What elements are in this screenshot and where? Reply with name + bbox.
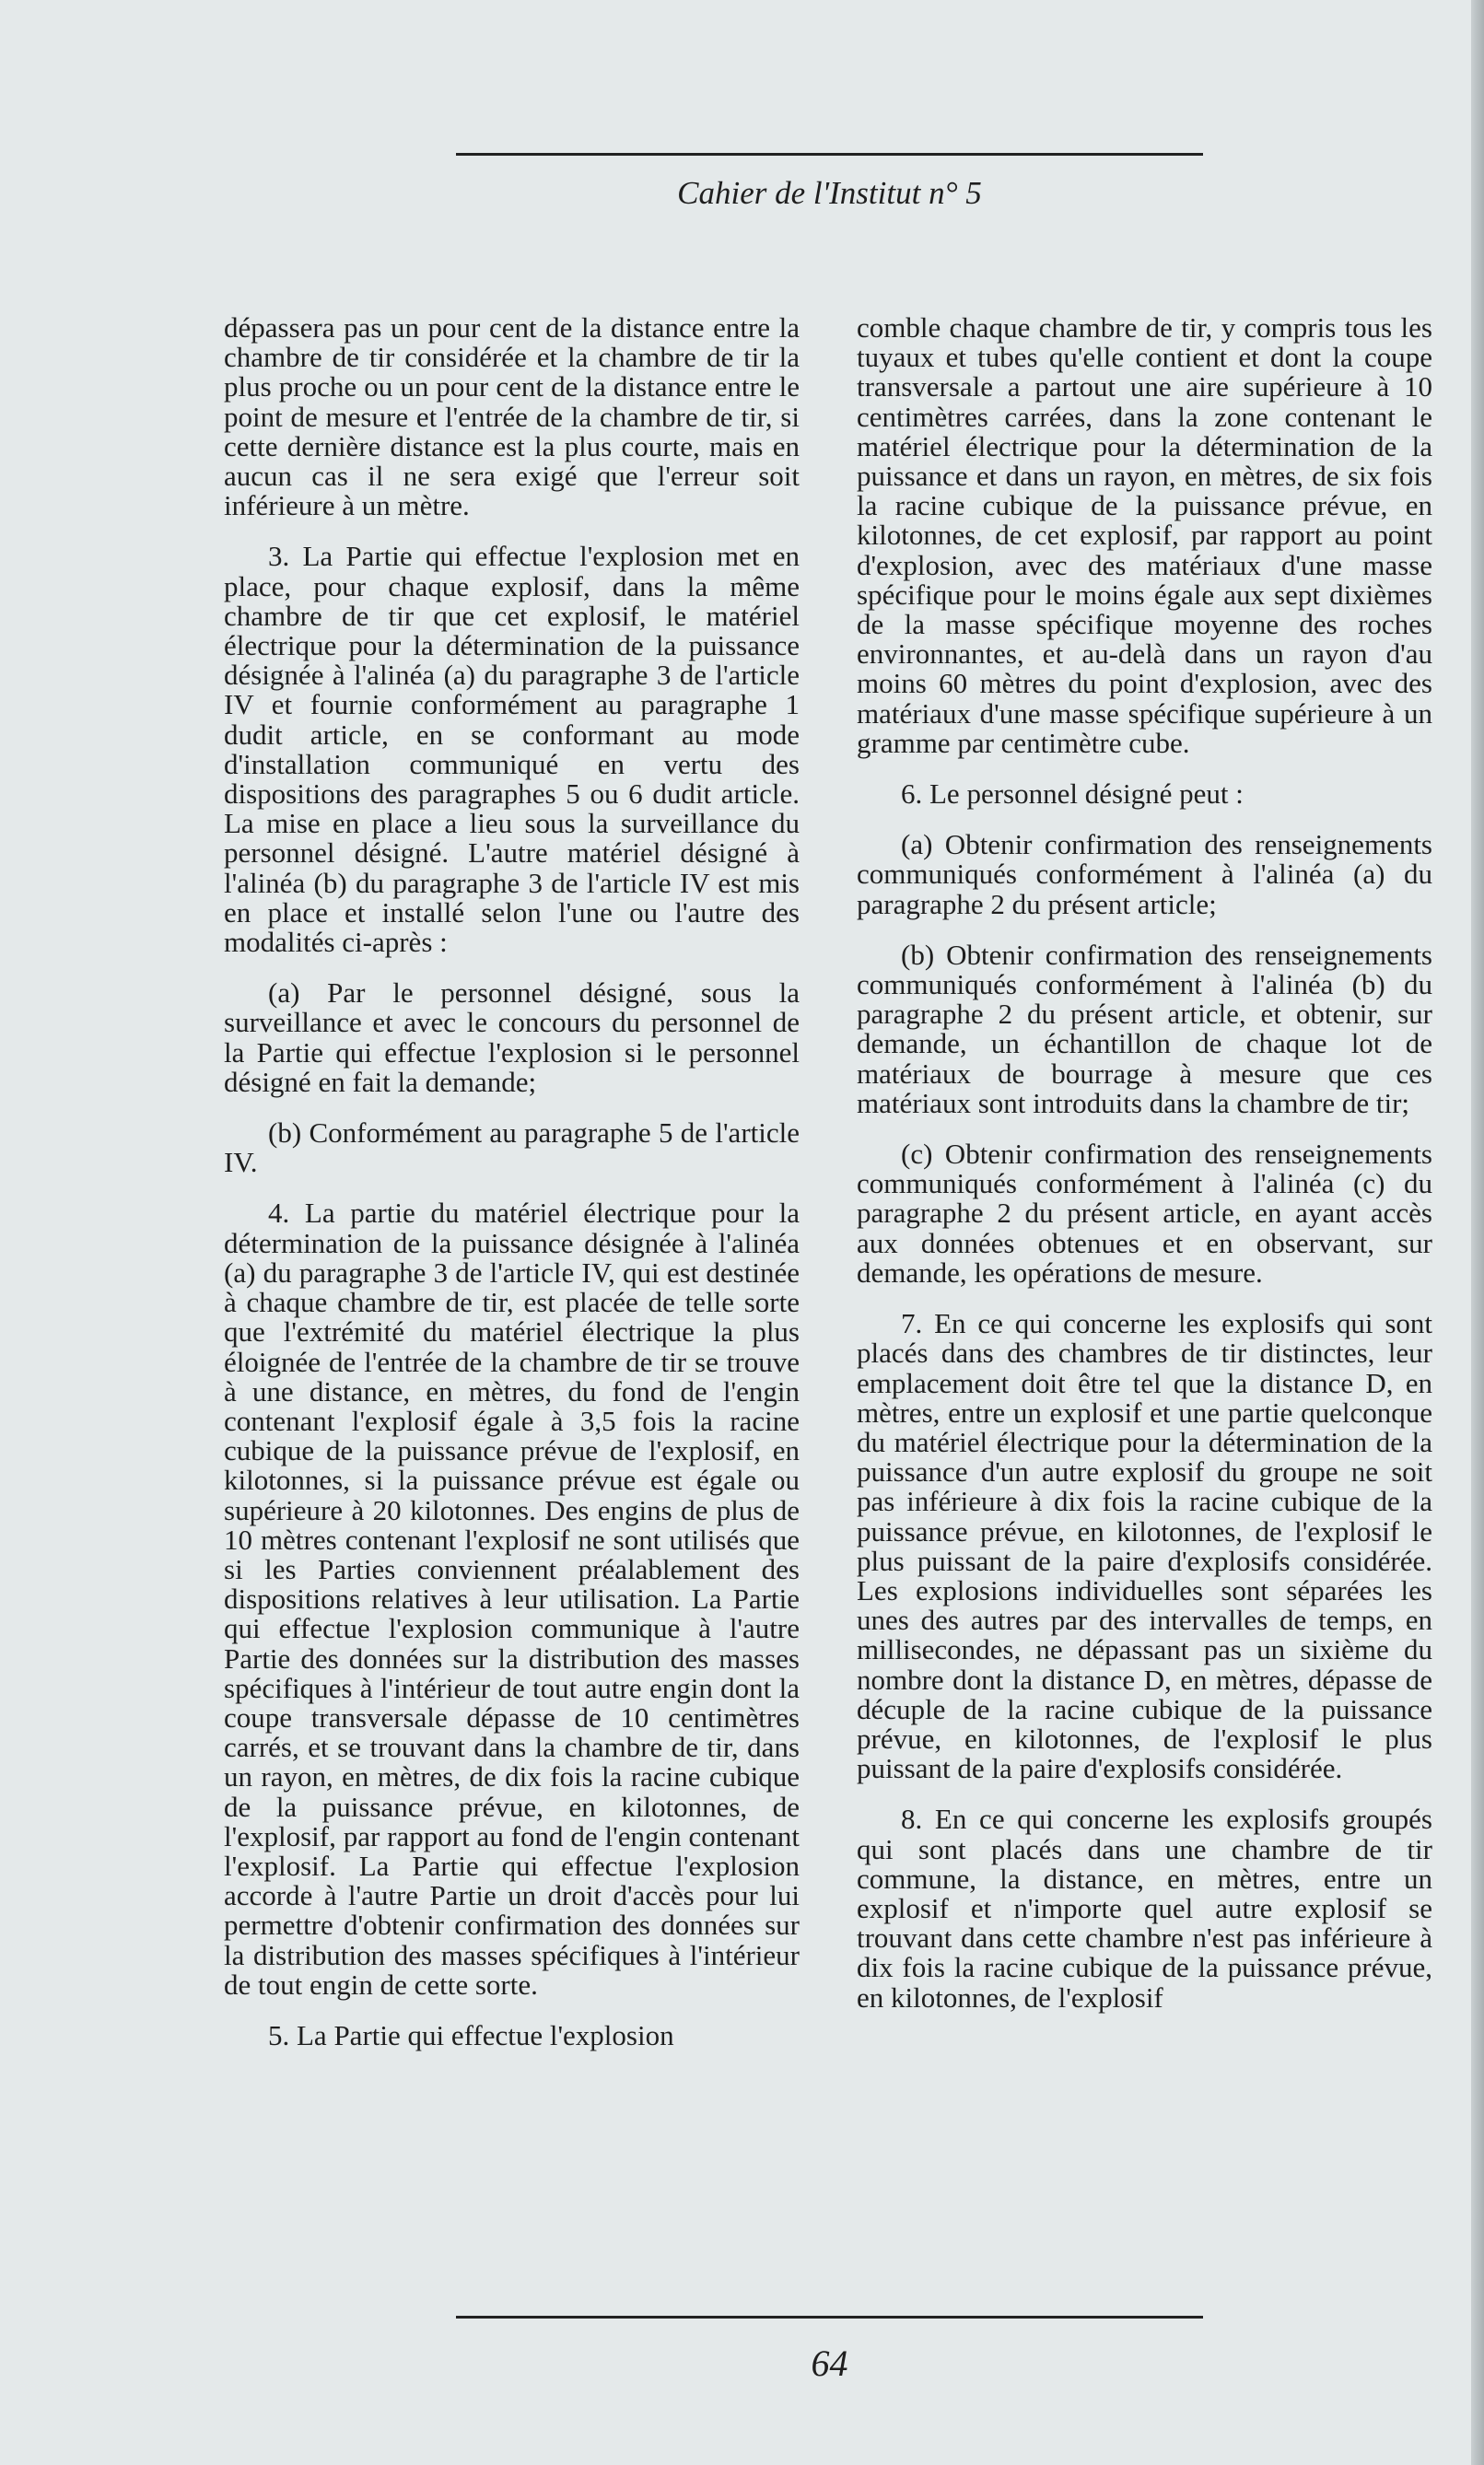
paragraph: 7. En ce qui concerne les explosifs qui sont placés dans des chambres de tir distinctes, leur emplacement doit être tel que la distance D, en mètres, entre un explosif et une partie quelconque du matériel électrique pour la détermination de la puissance d'un autre explosif du groupe ne soit pas inférieure à dix fois la racine cubique de la puissance prévue, en kilotonnes, de l'explosif le plus puissant de la paire d'explosifs considérée. Les explosions individuelles sont séparées les unes des autres par des intervalles de temps, en millisecondes, ne dépassant pas un sixième du nombre dont la distance D, en mètres, dépasse de décuple de la racine cubique de la puissance prévue, en kilotonnes, de l'explosif le plus puissant de la paire d'explosifs considérée. [857,1307,1432,1785]
header-rule [456,153,1203,156]
paragraph: (c) Obtenir confirmation des renseignements communiqués conformément à l'alinéa (c) du paragraphe 2 du présent article, en ayant accès aux données obtenues et en observant, sur demande, les opérations de mesure. [857,1138,1432,1289]
left-column [224,313,800,2072]
paragraph: 5. La Partie qui effectue l'explosion [268,2018,674,2051]
paragraph: (a) Obtenir confirmation des renseignements communiqués conformément à l'alinéa (a) du paragraphe 2 du présent article; [857,828,1432,920]
page-edge [1471,0,1484,2465]
paragraph: 6. Le personnel désigné peut : [901,777,1244,811]
footer-rule [456,2316,1203,2319]
paragraph: (b) Obtenir confirmation des renseignements communiqués conformément à l'alinéa (b) du paragraphe 2 du présent article, et obtenir, sur demande, un échantillon de chaque lot de matériaux de bourrage à mesure que ces matériaux sont introduits dans la chambre de tir; [857,938,1432,1119]
paragraph: 3. La Partie qui effectue l'explosion met en place, pour chaque explosif, dans la même chambre de tir que cet explosif, le matériel électrique pour la détermination de la puissance désignée à l'alinéa (a) du paragraphe 3 de l'article IV et fournie conformément au paragraphe 1 dudit article, en se conformant au mode d'installation communiqué en vertu des dispositions des paragraphes 5 ou 6 dudit article. La mise en place a lieu sous la surveillance du personnel désigné. L'autre matériel désigné à l'alinéa (b) du paragraphe 3 de l'article IV est mis en place et installé selon l'une ou l'autre des modalités ci-après : [224,540,800,959]
running-head: Cahier de l'Institut n° 5 [677,175,982,211]
page-number: 64 [811,2342,848,2384]
paragraph: (a) Par le personnel désigné, sous la surveillance et avec le concours du personnel de la Partie qui effectue l'explosion si le personnel désigné en fait la demande; [224,976,800,1098]
paragraph: 8. En ce qui concerne les explosifs groupés qui sont placés dans une chambre de tir commune, la distance, en mètres, entre un explosif et n'importe quel autre explosif se trouvant dans cette chambre n'est pas inférieure à dix fois la racine cubique de la puissance prévue, en kilotonnes, de l'explosif [857,1803,1432,2014]
paragraph: dépassera pas un pour cent de la distance entre la chambre de tir considérée et la chambre de tir la plus proche ou un pour cent de la distance entre le point de mesure et l'entrée de la chambre de tir, si cette dernière distance est la plus courte, mais en aucun cas il ne sera exigé que l'erreur soit inférieure à un mètre. [224,311,800,522]
paragraph: (b) Conformément au paragraphe 5 de l'article IV. [224,1116,800,1179]
paragraph: 4. La partie du matériel électrique pour la détermination de la puissance désignée à l'alinéa (a) du paragraphe 3 de l'article IV, qui est destinée à chaque chambre de tir, est placée de telle sorte que l'extrémité du matériel électrique la plus éloignée de l'entrée de la chambre de tir se trouve à une distance, en mètres, du fond de l'engin contenant l'explosif égale à 3,5 fois la racine cubique de la puissance prévue de l'explosif, en kilotonnes, si la puissance prévue est égale ou supérieure à 20 kilotonnes. Des engins de plus de 10 mètres contenant l'explosif ne sont utilisés que si les Parties conviennent préalablement des dispositions relatives à leur utilisation. La Partie qui effectue l'explosion communique à l'autre Partie des données sur la distribution des masses spécifiques à l'intérieur de tout autre engin dont la coupe transversale dépasse de 10 centimètres carrés, et se trouvant dans la chambre de tir, dans un rayon, en mètres, de dix fois la racine cubique de la puissance prévue, en kilotonnes, de l'explosif, par rapport au fond de l'engin contenant l'explosif. La Partie qui effectue l'explosion accorde à l'autre Partie un droit d'accès pour lui permettre d'obtenir confirmation des données sur la distribution des masses spécifiques à l'intérieur de tout engin de cette sorte. [224,1197,800,2001]
paragraph: comble chaque chambre de tir, y compris tous les tuyaux et tubes qu'elle contient et dont la coupe transversale a partout une aire supérieure à 10 centimètres carrées, dans la zone contenant le matériel électrique pour la détermination de la puissance et dans un rayon, en mètres, de six fois la racine cubique de la puissance prévue, en kilotonnes, de cet explosif, par rapport au point d'explosion, avec des matériaux d'une masse spécifique pour le moins égale aux sept dixièmes de la masse spécifique moyenne des roches environnantes, et au-delà dans un rayon d'au moins 60 mètres du point d'explosion, avec des matériaux d'une masse spécifique supérieure à un gramme par centimètre cube. [857,311,1432,759]
right-column [857,313,1432,2034]
